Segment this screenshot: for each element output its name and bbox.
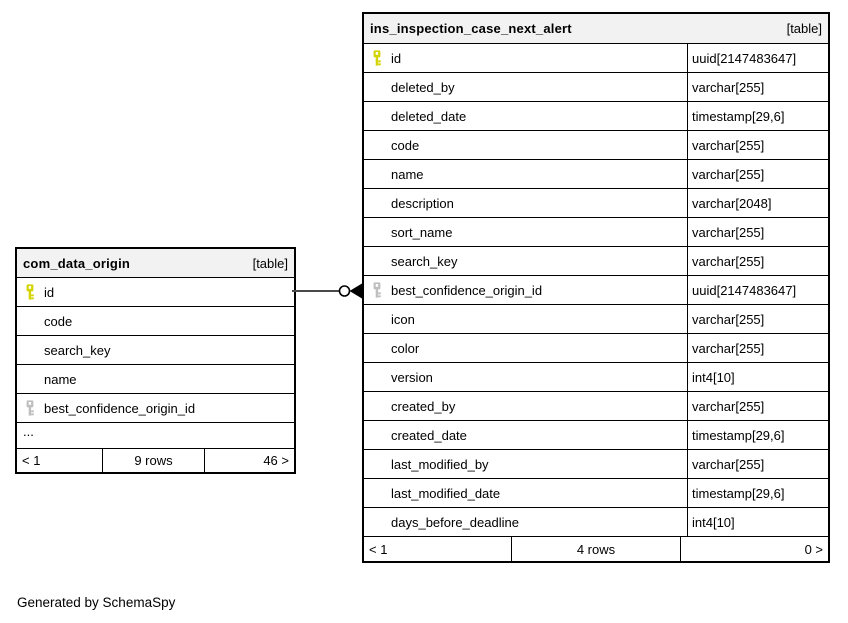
table-name[interactable]: com_data_origin	[23, 255, 131, 271]
column-type-cell	[687, 334, 828, 362]
column-type: varchar[255]	[692, 224, 765, 240]
column-type: uuid[2147483647]	[692, 282, 797, 298]
foreign-key-icon	[25, 400, 35, 416]
column-name-cell	[364, 218, 687, 246]
column-row	[364, 131, 828, 160]
column-type-cell	[687, 44, 828, 72]
primary-key-icon	[372, 50, 382, 66]
column-name-cell	[364, 392, 687, 420]
column-type: int4[10]	[692, 369, 735, 385]
column-name-cell	[364, 334, 687, 362]
column-type: varchar[255]	[692, 137, 765, 153]
column-name-cell	[364, 247, 687, 275]
column-type: varchar[255]	[692, 79, 765, 95]
column-row	[364, 334, 828, 363]
table-name[interactable]: ins_inspection_case_next_alert	[370, 21, 572, 36]
column-name-cell	[364, 160, 687, 188]
pager-parents: < 1	[17, 449, 103, 472]
column-name: id	[44, 284, 55, 300]
column-name: created_by	[391, 398, 456, 414]
column-name: code	[391, 137, 420, 153]
column-name-cell	[364, 102, 687, 130]
column-type-cell	[687, 189, 828, 217]
column-name: last_modified_by	[391, 456, 489, 472]
pager-parents: < 1	[364, 537, 512, 561]
column-name-cell	[17, 394, 294, 422]
column-row	[364, 392, 828, 421]
column-type: timestamp[29,6]	[692, 427, 785, 443]
column-name-cell	[364, 73, 687, 101]
column-type-cell	[687, 479, 828, 507]
table-header[interactable]	[364, 14, 828, 44]
column-name: deleted_by	[391, 79, 455, 95]
column-row	[364, 479, 828, 508]
table-type-tag: [table]	[252, 255, 288, 271]
generated-by-caption: Generated by SchemaSpy	[17, 595, 176, 610]
table-node-com-data-origin[interactable]	[15, 247, 296, 474]
pager-children: 0 >	[804, 541, 823, 557]
column-type: uuid[2147483647]	[692, 50, 797, 66]
column-type-cell	[687, 508, 828, 536]
column-row	[364, 102, 828, 131]
table-footer	[364, 537, 828, 561]
column-name-cell	[364, 131, 687, 159]
column-name-cell	[364, 363, 687, 391]
column-name: sort_name	[391, 224, 453, 240]
column-row	[364, 305, 828, 334]
zero-or-one-circle-icon	[340, 286, 350, 296]
column-name: best_confidence_origin_id	[44, 400, 196, 416]
column-type-cell	[687, 305, 828, 333]
table-header[interactable]	[17, 249, 294, 278]
column-type-cell	[687, 421, 828, 449]
row-count: 9 rows	[103, 449, 205, 472]
column-row	[364, 73, 828, 102]
column-name-cell	[364, 421, 687, 449]
column-row	[364, 247, 828, 276]
column-name: icon	[391, 311, 415, 327]
column-row	[17, 336, 294, 365]
column-name-cell	[364, 450, 687, 478]
column-name-cell	[364, 189, 687, 217]
foreign-key-icon	[372, 282, 382, 298]
table-node-ins-inspection-case-next-alert[interactable]	[362, 12, 830, 563]
column-row	[364, 218, 828, 247]
pager-children: 46 >	[263, 453, 289, 468]
column-type-cell	[687, 160, 828, 188]
column-name-cell	[364, 276, 687, 304]
column-row	[364, 508, 828, 537]
column-row	[364, 363, 828, 392]
column-type: varchar[255]	[692, 340, 765, 356]
column-type-cell	[687, 450, 828, 478]
column-type: varchar[255]	[692, 311, 765, 327]
column-name: description	[391, 195, 454, 211]
arrowhead-icon	[350, 284, 363, 299]
column-name-cell	[364, 479, 687, 507]
column-type-cell	[687, 73, 828, 101]
column-type: varchar[2048]	[692, 195, 772, 211]
column-name: search_key	[391, 253, 458, 269]
column-name: best_confidence_origin_id	[391, 282, 543, 298]
column-row	[364, 450, 828, 479]
column-name: name	[391, 166, 424, 182]
column-name: search_key	[44, 342, 111, 358]
column-type-cell	[687, 363, 828, 391]
column-type-cell	[687, 102, 828, 130]
column-name: last_modified_date	[391, 485, 501, 501]
table-footer	[17, 449, 294, 472]
column-name-cell	[17, 307, 294, 335]
column-name-cell	[17, 365, 294, 393]
column-name: deleted_date	[391, 108, 467, 124]
column-name: id	[391, 50, 402, 66]
column-name: code	[44, 313, 73, 329]
column-type-cell	[687, 276, 828, 304]
fk-relationship-line	[292, 280, 364, 302]
column-row	[17, 307, 294, 336]
column-row	[364, 421, 828, 450]
column-name: created_date	[391, 427, 467, 443]
column-type: int4[10]	[692, 514, 735, 530]
table-type-tag: [table]	[786, 21, 822, 36]
column-row	[364, 189, 828, 218]
column-row	[364, 276, 828, 305]
column-type: varchar[255]	[692, 166, 765, 182]
column-name-cell	[364, 305, 687, 333]
column-type: timestamp[29,6]	[692, 108, 785, 124]
row-count: 4 rows	[512, 537, 681, 561]
column-row	[17, 394, 294, 423]
column-type-cell	[687, 247, 828, 275]
column-row	[364, 44, 828, 73]
column-name: version	[391, 369, 433, 385]
column-type-cell	[687, 218, 828, 246]
column-row	[17, 365, 294, 394]
column-row	[364, 160, 828, 189]
more-columns-ellipsis: ...	[17, 423, 294, 449]
column-type-cell	[687, 131, 828, 159]
column-name-cell	[364, 508, 687, 536]
column-name-cell	[17, 336, 294, 364]
column-name: color	[391, 340, 420, 356]
column-type: timestamp[29,6]	[692, 485, 785, 501]
column-name: days_before_deadline	[391, 514, 519, 530]
column-name-cell	[17, 278, 294, 306]
column-name: name	[44, 371, 77, 387]
primary-key-icon	[25, 284, 35, 300]
column-type: varchar[255]	[692, 456, 765, 472]
column-type: varchar[255]	[692, 253, 765, 269]
column-type-cell	[687, 392, 828, 420]
column-type: varchar[255]	[692, 398, 765, 414]
column-row	[17, 278, 294, 307]
column-name-cell	[364, 44, 687, 72]
